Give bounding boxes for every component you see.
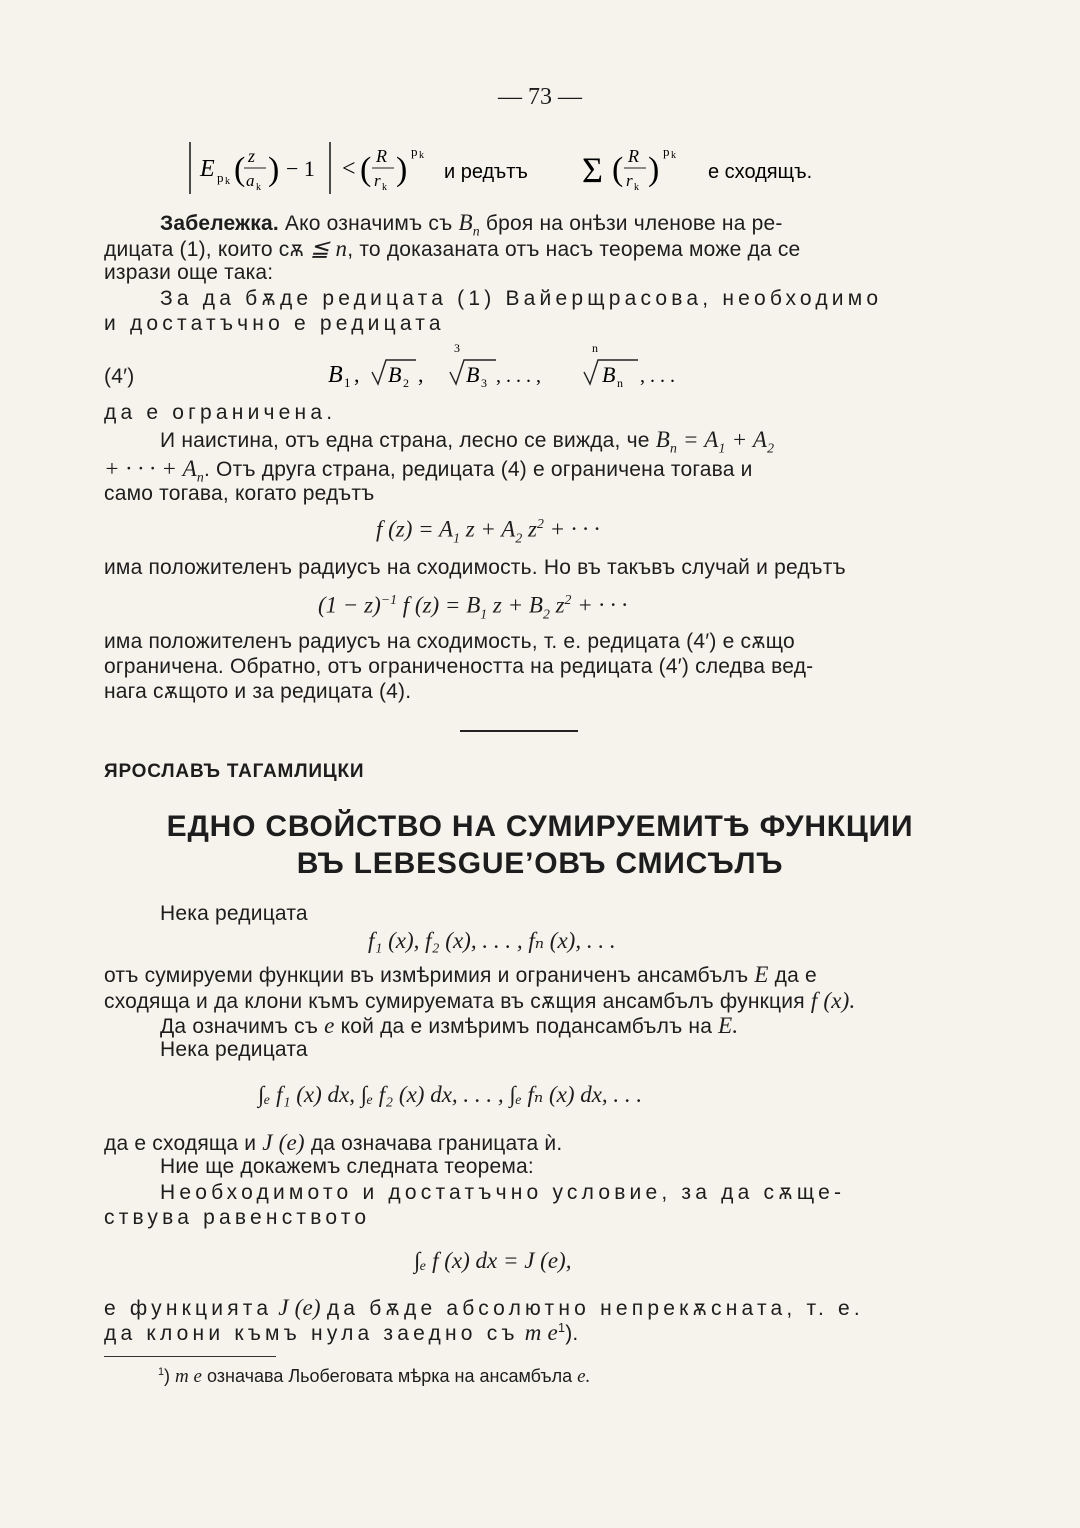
svg-text:k: k (634, 182, 639, 193)
remark-line1-rest: броя на онѣзи членове на ре- (485, 212, 783, 235)
svg-text:): ) (648, 151, 660, 188)
body-eq-final: ∫ₑ f (x) dx = J (e), (414, 1248, 572, 1273)
author-name: ЯРОСЛАВЪ ТАГАМЛИЦКИ (104, 761, 365, 782)
svg-text:): ) (268, 151, 280, 188)
body-denote: Да означимъ съ e кой да е измѣримъ подансамбълъ на E. (160, 1013, 739, 1038)
body-seq-f: f₁ (x), f₂ (x), . . . , fₙ (x), . . . (368, 928, 616, 953)
remark-line2: дицата (1), които сѫ ≦ n, то доказаната отъ насъ теорема може да се (104, 236, 801, 261)
svg-text:− 1: − 1 (286, 156, 315, 181)
svg-text:3: 3 (481, 376, 487, 390)
body-prove: Ние ще докажемъ следната теорема: (160, 1155, 534, 1178)
remark-var-bn: $B_n$ (458, 210, 480, 239)
svg-text:R: R (376, 146, 387, 166)
root3-index: 3 (454, 341, 460, 355)
svg-text:(: ( (612, 151, 624, 188)
formula-top-svg (186, 140, 946, 196)
formula-top-joiner: и редътъ (444, 161, 528, 183)
body-seq-int: ∫ₑ f₁ (x) dx, ∫ₑ f₂ (x) dx, . . . , ∫ₑ fₙ (x) dx, . . . (258, 1082, 643, 1107)
eq4prime-svg (326, 340, 726, 390)
svg-text:r: r (626, 171, 633, 190)
svg-text:k: k (671, 150, 676, 161)
article-title-line1: ЕДНО СВОЙСТВО НА СУМИРУЕМИТѢ ФУНКЦИИ (166, 810, 914, 843)
svg-text:k: k (419, 150, 424, 161)
svg-text:, . . .: , . . . (640, 365, 675, 387)
body-conv: да е сходяща и J (e) да означава границата ѝ. (104, 1130, 563, 1155)
svg-text:k: k (225, 176, 230, 187)
svg-text:Σ: Σ (582, 150, 603, 190)
svg-text:(: ( (360, 151, 372, 188)
indeed-line2: + · · · + $A_n$. Отъ друга страна, редицата (4) е ограничена тогава и (104, 456, 753, 485)
footnote: $^1$) m e означава Льобеговата мѣрка на ансамбъла e. (158, 1366, 591, 1387)
svg-text:E: E (200, 156, 215, 182)
remark-leq: ≦ n (310, 236, 348, 261)
remark-line1-text: Ако означимъ съ (284, 212, 453, 235)
svg-text:B: B (388, 362, 402, 387)
svg-text:,: , (354, 362, 360, 387)
body-theorem2: ствува равенството (104, 1206, 371, 1229)
eq4prime-expr (326, 340, 726, 390)
eq-g: $(1 - z)^{-1}$ f $(z) = B_1$ $z + B_2$ $z^2$ + · · · (318, 592, 628, 622)
svg-text:n: n (617, 376, 623, 390)
footnote-rule (104, 1356, 276, 1357)
svg-text:k: k (382, 182, 387, 193)
svg-text:<: < (342, 156, 356, 182)
svg-text:2: 2 (403, 376, 409, 390)
svg-text:): ) (396, 151, 408, 188)
eq-f: f $(z) = A_1$ $z + A_2$ $z^2$ + · · · (376, 516, 600, 546)
indeed-line1: И наистина, отъ една страна, лесно се вижда, че $B_n = A_1 + A_2$ (160, 427, 775, 456)
para-radius1: има положителенъ радиусъ на сходимость. Но въ такъвъ случай и редътъ (104, 556, 846, 579)
body-let-seq2: Нека редицата (160, 1038, 308, 1061)
remark-line4: За да бѫде редицата (1) Вайерщрасова, необходимо (160, 287, 883, 310)
svg-text:B: B (328, 362, 343, 388)
remark-line3: изрази още така: (104, 261, 274, 284)
svg-text:B: B (602, 362, 616, 387)
radius2-line3: нага сѫщото и за редицата (4). (104, 680, 412, 703)
svg-text:R: R (628, 146, 639, 166)
indeed-line3: само тогава, когато редътъ (104, 482, 375, 505)
svg-text:k: k (256, 182, 261, 193)
section-divider (460, 730, 578, 732)
page-number: — 73 — (498, 84, 582, 110)
svg-text:1: 1 (344, 375, 351, 390)
body-let-seq: Нека редицата (160, 902, 308, 925)
svg-text:a: a (246, 171, 255, 190)
radius2-line1: има положителенъ радиусъ на сходимость, т. е. редицата (4′) е сѫщо (104, 630, 795, 653)
svg-text:p: p (217, 170, 224, 185)
remark-label: Забележка. (160, 212, 279, 235)
para-bounded: да е ограничена. (104, 401, 337, 424)
svg-text:p: p (663, 144, 670, 159)
article-title-line2: ВЪ LEBESGUE’ОВЪ СМИСЪЛЪ (296, 847, 784, 880)
remark-line5: и достатъчно е редицата (104, 312, 445, 335)
svg-text:p: p (411, 144, 418, 159)
rootn-index: n (592, 341, 598, 355)
body-summable2: сходяща и да клони къмъ сумируемата въ сѫщия ансамбълъ функция f (x). (104, 988, 856, 1013)
svg-text:z: z (248, 146, 256, 166)
body-theorem1: Необходимото и достатъчно условие, за да сѫще- (160, 1181, 846, 1204)
svg-text:,: , (418, 362, 424, 387)
svg-text:B: B (466, 362, 480, 387)
svg-text:, . . . ,: , . . . , (496, 365, 541, 387)
formula-top (186, 140, 946, 196)
svg-text:(: ( (234, 151, 246, 188)
svg-text:r: r (374, 171, 381, 190)
body-summable1: отъ сумируеми функции въ измѣримия и ограниченъ ансамбълъ E да е (104, 962, 817, 987)
radius2-line2: ограничена. Обратно, отъ ограничеността на редицата (4′) следва вед- (104, 655, 814, 678)
eq4prime-label: (4′) (104, 365, 135, 388)
body-concl1: е функцията J (e) да бѫде абсолютно непрекѫсната, т. е. (104, 1295, 864, 1320)
formula-top-suffix: е сходящъ. (708, 161, 813, 183)
body-concl2: да клони къмъ нула заедно съ m $e^1$). (104, 1320, 579, 1345)
